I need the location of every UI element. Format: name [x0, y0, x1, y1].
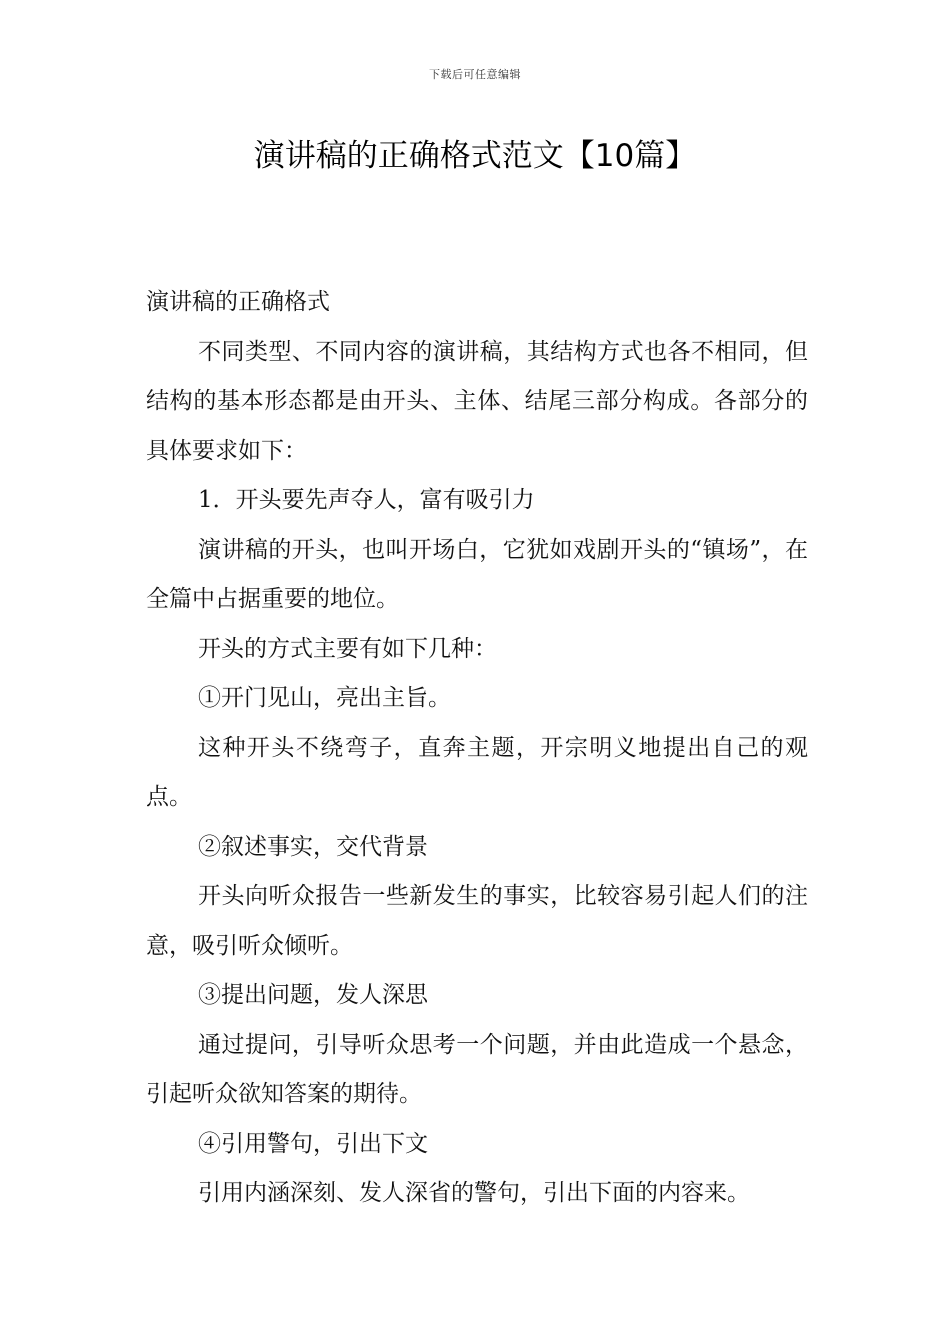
- header-note: 下载后可任意编辑: [429, 68, 521, 81]
- method-1-heading: ①开门见山，亮出主旨。: [198, 685, 451, 711]
- document-title: 演讲稿的正确格式范文【10篇】: [253, 138, 697, 174]
- paragraph-methods: 开头的方式主要有如下几种：: [198, 635, 497, 662]
- method-3-text: 通过提问，引导听众思考一个问题，并由此造成一个悬念，引起听众欲知答案的期待。: [146, 1031, 808, 1107]
- method-4-heading: ④引用警句，引出下文: [198, 1130, 428, 1157]
- method-3-heading: ③提出问题，发人深思: [198, 982, 428, 1008]
- method-4-text: 引用内涵深刻、发人深省的警句，引出下面的内容来。: [198, 1180, 750, 1206]
- subheading-opening: 1．开头要先声夺人，富有吸引力: [198, 487, 535, 513]
- method-2-text: 开头向听众报告一些新发生的事实，比较容易引起人们的注意，吸引听众倾听。: [146, 883, 808, 959]
- section-heading: 演讲稿的正确格式: [146, 289, 330, 315]
- document-body: [146, 278, 808, 1219]
- paragraph-opening: 演讲稿的开头，也叫开场白，它犹如戏剧开头的“镇场”，在全篇中占据重要的地位。: [146, 536, 808, 612]
- paragraph-intro: 不同类型、不同内容的演讲稿，其结构方式也各不相同，但结构的基本形态都是由开头、主体、结尾三部分构成。各部分的具体要求如下：: [146, 338, 808, 464]
- method-1-text: 这种开头不绕弯子，直奔主题，开宗明义地提出自己的观点。: [146, 734, 808, 810]
- method-2-heading: ②叙述事实，交代背景: [198, 833, 428, 860]
